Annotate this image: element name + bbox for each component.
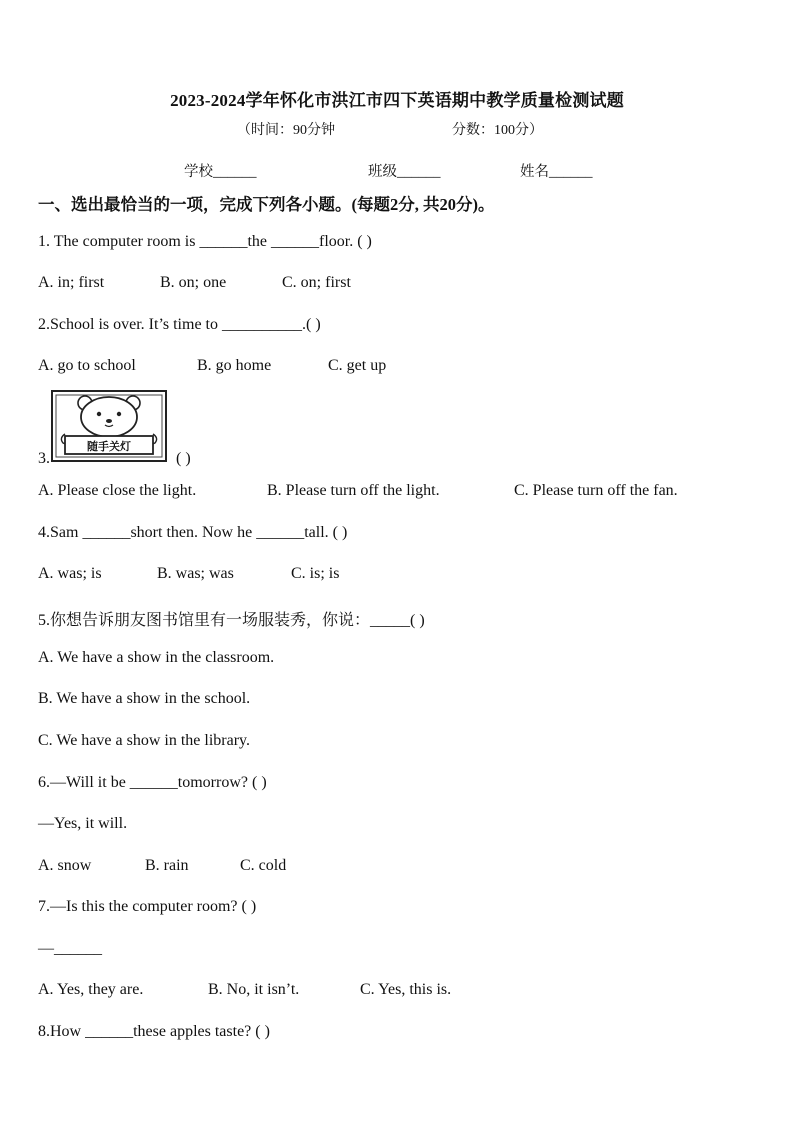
question-6-stem: 6.—Will it be ______tomorrow? ( ): [38, 774, 267, 791]
question-4-stem: 4.Sam ______short then. Now he ______tall. ( ): [38, 524, 348, 541]
section-heading: 一、选出最恰当的一项，完成下列各小题。(每题2分, 共20分)。: [38, 195, 495, 214]
question-5-option-c: C. We have a show in the library.: [38, 732, 250, 749]
question-7-answer-line: —______: [38, 940, 102, 957]
question-7-option-a: A. Yes, they are.: [38, 981, 144, 998]
question-6-option-a: A. snow: [38, 857, 92, 874]
bear-sign-image: [51, 390, 167, 462]
question-1-stem: 1. The computer room is ______the ______floor. ( ): [38, 233, 372, 250]
question-6-option-c: C. cold: [240, 857, 287, 874]
question-3-option-c: C. Please turn off the fan.: [514, 482, 678, 499]
school-field: 学校______: [184, 164, 257, 180]
question-5-stem: 5.你想告诉朋友图书馆里有一场服装秀，你说：_____( ): [38, 612, 425, 629]
class-field: 班级______: [368, 164, 441, 180]
name-field: 姓名______: [520, 164, 593, 180]
exam-score: 分数：100分）: [452, 123, 543, 138]
question-2-option-c: C. get up: [328, 357, 387, 374]
page-title: 2023-2024学年怀化市洪江市四下英语期中教学质量检测试题: [170, 91, 624, 110]
question-5-option-a: A. We have a show in the classroom.: [38, 649, 275, 666]
question-3-option-a: A. Please close the light.: [38, 482, 197, 499]
question-5-option-b: B. We have a show in the school.: [38, 690, 251, 707]
question-2-option-b: B. go home: [197, 357, 272, 374]
question-4-option-a: A. was; is: [38, 565, 102, 582]
question-7-option-c: C. Yes, this is.: [360, 981, 452, 998]
question-1-option-b: B. on; one: [160, 274, 227, 291]
question-3-blank: ( ): [176, 450, 191, 467]
question-3-number: 3.: [38, 450, 50, 467]
question-4-option-b: B. was; was: [157, 565, 234, 582]
question-7-option-b: B. No, it isn’t.: [208, 981, 300, 998]
exam-time: （时间：90分钟: [237, 123, 335, 138]
question-1-option-a: A. in; first: [38, 274, 105, 291]
question-8-stem: 8.How ______these apples taste? ( ): [38, 1023, 270, 1040]
question-2-stem: 2.School is over. It’s time to __________.( ): [38, 316, 321, 333]
question-4-option-c: C. is; is: [291, 565, 340, 582]
question-6-option-b: B. rain: [145, 857, 189, 874]
sign-text: 随手关灯: [87, 440, 131, 453]
question-6-answer-line: —Yes, it will.: [38, 815, 128, 832]
question-2-option-a: A. go to school: [38, 357, 136, 374]
question-1-option-c: C. on; first: [282, 274, 351, 291]
question-3-option-b: B. Please turn off the light.: [267, 482, 440, 499]
question-7-stem: 7.—Is this the computer room? ( ): [38, 898, 257, 915]
